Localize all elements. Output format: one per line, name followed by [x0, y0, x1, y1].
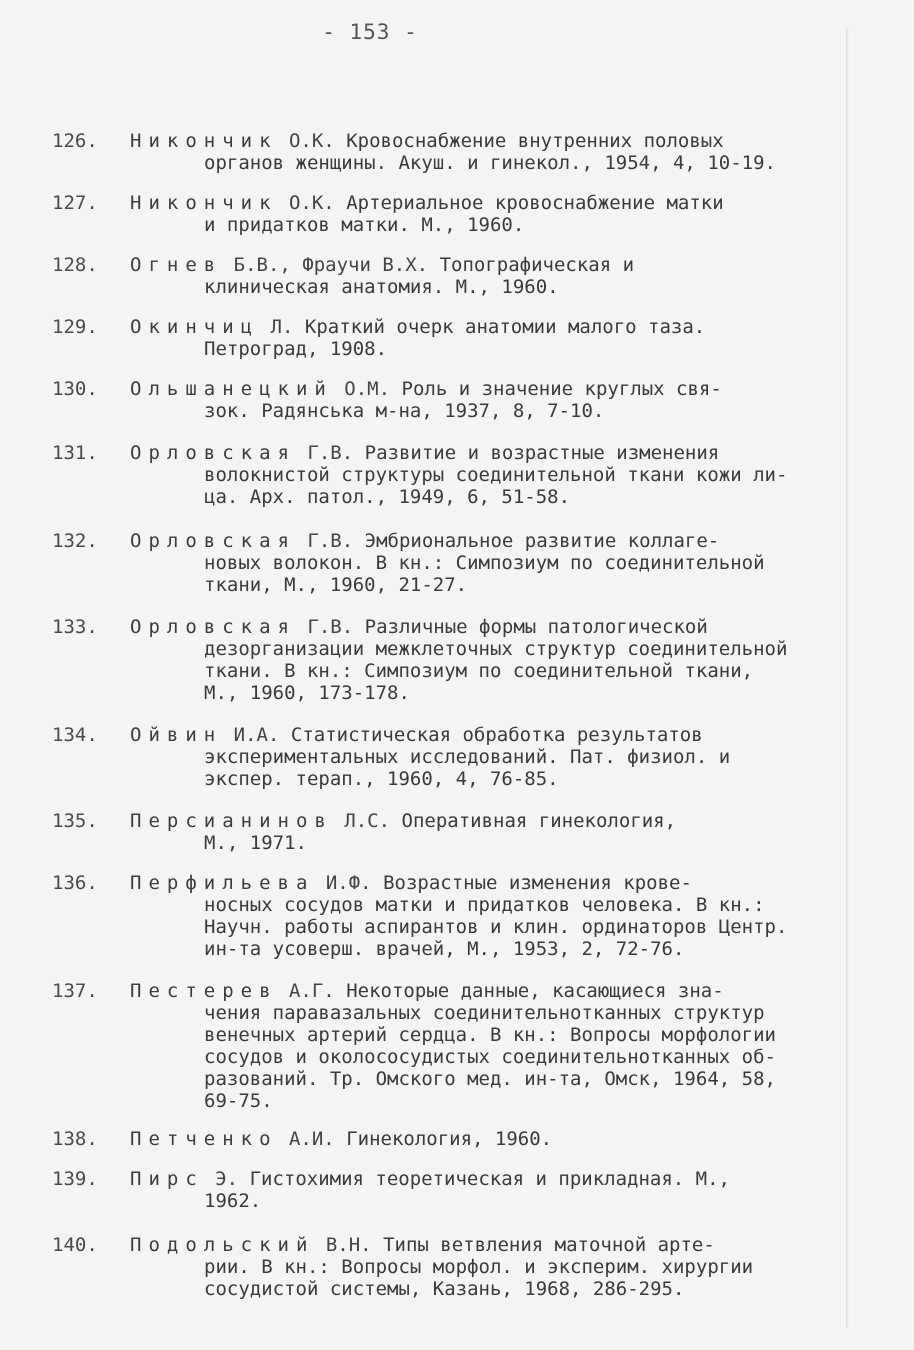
reference-item	[52, 810, 852, 872]
reference-text-line: дезорганизации межклеточных структур соединительной	[204, 638, 788, 660]
reference-list	[52, 130, 852, 1314]
page-number: - 153 -	[322, 20, 418, 44]
reference-text-line: Различные формы патологической	[364, 616, 708, 638]
reference-text-line: Артериальное кровоснабжение матки	[346, 192, 724, 214]
reference-item	[52, 872, 852, 980]
reference-number: 128.	[52, 254, 98, 276]
reference-text-line: Гистохимия теоретическая и прикладная. М.,	[249, 1168, 730, 1190]
reference-item	[52, 616, 852, 724]
reference-text-line: ин-та усоверш. врачей, М., 1953, 2, 72-76.	[204, 938, 685, 960]
reference-text-line: зок. Радянська м-на, 1937, 8, 7-10.	[204, 400, 605, 422]
reference-author: Пирс	[130, 1168, 204, 1190]
reference-text-line: клиническая анатомия. М., 1960.	[204, 276, 559, 298]
reference-number: 133.	[52, 616, 98, 638]
reference-text-line: Типы ветвления маточной арте-	[383, 1234, 715, 1256]
reference-text-line: волокнистой структуры соединительной ткани кожи ли-	[204, 464, 788, 486]
reference-initials: Г.В.	[307, 442, 354, 464]
reference-author: Орловская	[130, 530, 296, 552]
reference-author: Орловская	[130, 442, 296, 464]
reference-author: Петченко	[130, 1128, 278, 1150]
reference-item	[52, 254, 852, 316]
reference-item	[52, 316, 852, 378]
reference-text-line: Развитие и возрастные изменения	[364, 442, 720, 464]
reference-text-line: Роль и значение круглых свя-	[401, 378, 722, 400]
reference-item	[52, 1128, 852, 1168]
reference-initials: Г.В.	[307, 530, 354, 552]
reference-item	[52, 442, 852, 530]
reference-text-line: Петроград, 1908.	[204, 338, 388, 360]
reference-text-line: носных сосудов матки и придатков человека. В кн.:	[204, 894, 765, 916]
reference-text-line: рии. В кн.: Вопросы морфол. и эксперим. хирургии	[204, 1256, 754, 1278]
reference-item	[52, 724, 852, 810]
reference-text-line: Эмбриональное развитие коллаге-	[364, 530, 720, 552]
reference-text-line: органов женщины. Акуш. и гинекол., 1954, 4, 10-19.	[204, 152, 776, 174]
reference-author: Пестерев	[130, 980, 278, 1002]
reference-text-line: Кровоснабжение внутренних половых	[346, 130, 724, 152]
reference-initials: О.М.	[344, 378, 391, 400]
reference-number: 127.	[52, 192, 98, 214]
reference-text-line: М., 1960, 173-178.	[204, 682, 410, 704]
reference-number: 139.	[52, 1168, 98, 1190]
reference-number: 136.	[52, 872, 98, 894]
reference-number: 134.	[52, 724, 98, 746]
reference-text-line: венечных артерий сердца. В кн.: Вопросы морфологии	[204, 1024, 776, 1046]
reference-author: Ойвин	[130, 724, 223, 746]
reference-number: 135.	[52, 810, 98, 832]
reference-number: 138.	[52, 1128, 98, 1150]
reference-number: 140.	[52, 1234, 98, 1256]
reference-text-line: Топографическая и	[439, 254, 635, 276]
reference-text-line: М., 1971.	[204, 832, 307, 854]
reference-author: Окинчиц	[130, 316, 260, 338]
reference-initials: Э.	[215, 1168, 239, 1190]
reference-number: 130.	[52, 378, 98, 400]
reference-text-line: Некоторые данные, касающиеся зна-	[346, 980, 724, 1002]
reference-initials: И.А.	[233, 724, 280, 746]
reference-initials: И.Ф.	[325, 872, 372, 894]
reference-author: Персианинов	[130, 810, 333, 832]
reference-text-line: Оперативная гинекология,	[401, 810, 677, 832]
reference-number: 132.	[52, 530, 98, 552]
reference-initials: Г.В.	[307, 616, 354, 638]
reference-number: 137.	[52, 980, 98, 1002]
reference-text-line: 69-75.	[204, 1090, 273, 1112]
reference-item	[52, 1234, 852, 1314]
reference-text-line: ца. Арх. патол., 1949, 6, 51-58.	[204, 486, 571, 508]
reference-text-line: Гинекология, 1960.	[346, 1128, 553, 1150]
reference-author: Перфильева	[130, 872, 315, 894]
reference-item	[52, 530, 852, 616]
reference-text-line: сосудов и околососудистых соединительнотканных об-	[204, 1046, 776, 1068]
reference-author: Ольшанецкий	[130, 378, 333, 400]
reference-text-line: Возрастные изменения крове-	[383, 872, 692, 894]
reference-text-line: Статистическая обработка результатов	[290, 724, 703, 746]
reference-initials: Л.	[270, 316, 294, 338]
reference-number: 131.	[52, 442, 98, 464]
reference-text-line: ткани, М., 1960, 21-27.	[204, 574, 468, 596]
reference-initials: А.И.	[288, 1128, 335, 1150]
reference-author: Подольский	[130, 1234, 315, 1256]
reference-author: Огнев	[130, 254, 223, 276]
reference-text-line: разований. Тр. Омского мед. ин-та, Омск, 1964, 58,	[204, 1068, 776, 1090]
reference-initials: О.К.	[288, 130, 335, 152]
reference-text-line: новых волокон. В кн.: Симпозиум по соединительной	[204, 552, 765, 574]
reference-text-line: и придатков матки. М., 1960.	[204, 214, 525, 236]
reference-item	[52, 192, 852, 254]
reference-item	[52, 980, 852, 1128]
reference-text-line: экспер. терап., 1960, 4, 76-85.	[204, 768, 559, 790]
reference-initials: Б.В., Фраучи В.Х.	[233, 254, 429, 276]
reference-text-line: Краткий очерк анатомии малого таза.	[304, 316, 706, 338]
reference-text-line: ткани. В кн.: Симпозиум по соединительной ткани,	[204, 660, 754, 682]
reference-author: Орловская	[130, 616, 296, 638]
reference-text-line: чения паравазальных соединительнотканных структур	[204, 1002, 765, 1024]
reference-item	[52, 130, 852, 192]
reference-initials: О.К.	[288, 192, 335, 214]
reference-initials: Л.С.	[344, 810, 391, 832]
reference-author: Никончик	[130, 130, 278, 152]
reference-number: 129.	[52, 316, 98, 338]
reference-item	[52, 378, 852, 442]
reference-item	[52, 1168, 852, 1234]
reference-text-line: сосудистой системы, Казань, 1968, 286-295.	[204, 1278, 685, 1300]
reference-text-line: Научн. работы аспирантов и клин. ординаторов Центр.	[204, 916, 788, 938]
reference-text-line: 1962.	[204, 1190, 262, 1212]
reference-initials: В.Н.	[325, 1234, 372, 1256]
reference-author: Никончик	[130, 192, 278, 214]
reference-initials: А.Г.	[288, 980, 335, 1002]
reference-number: 126.	[52, 130, 98, 152]
reference-text-line: экспериментальных исследований. Пат. физиол. и	[204, 746, 731, 768]
